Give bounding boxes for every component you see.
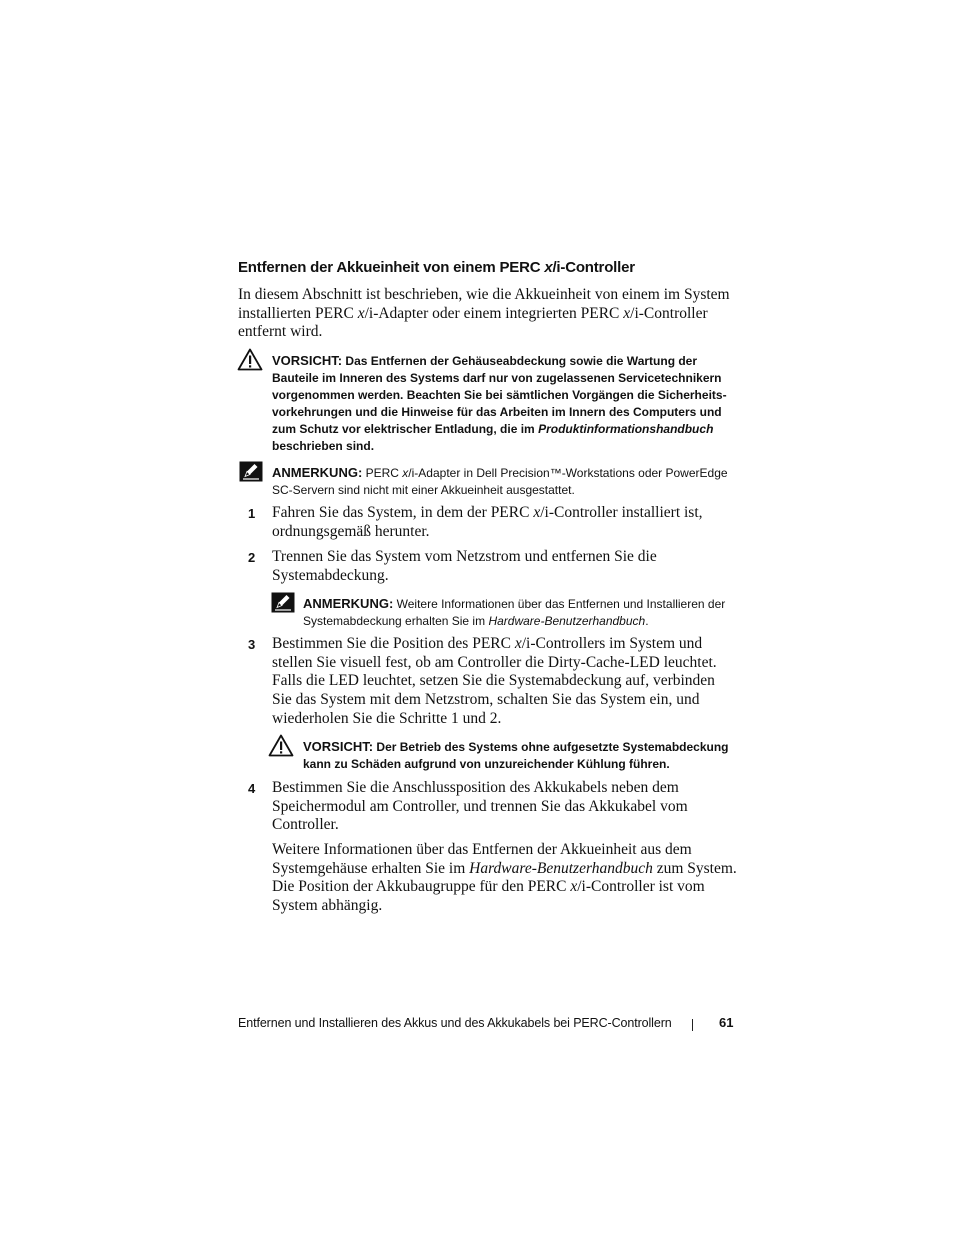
step-number-3: 3	[248, 637, 256, 652]
note-cover-manual: ANMERKUNG: Weitere Informationen über das Entfernen und Installieren der Systemabdeckung erhalten Sie im Hardware-Benutzerhandbuch.	[303, 596, 726, 628]
step-number-1: 1	[248, 506, 256, 521]
note-pencil-icon	[239, 461, 263, 482]
caution-note-cover-removal: VORSICHT: Das Entfernen der Gehäuseabdeckung sowie die Wartung der Bauteile im Inneren des Systems darf nur von zugelassenen Servicetechnikern vorgenommen werden. Beachten Sie bei sämtlichen Vorgängen die Sicherheits-vorkehrungen und die Hinweise für das Arbeiten im Innern des Computers und zum Schutz vor elektrischer Entladung, die im Produktinformationshandbuch beschrieben sind.	[272, 353, 727, 453]
step-number-4: 4	[248, 781, 256, 796]
note-pencil-icon	[271, 592, 295, 613]
page-number: 61	[719, 1015, 734, 1030]
caution-note-cooling: VORSICHT: Der Betrieb des Systems ohne aufgesetzte Systemabdeckung kann zu Schäden aufgrund von unzureichender Kühlung führen.	[303, 739, 729, 771]
intro-paragraph: In diesem Abschnitt ist beschrieben, wie die Akkueinheit von einem im System installierten PERC x/i-Adapter oder einem integrierten PERC x/i-Controller entfernt wird.	[238, 286, 730, 341]
step-2-text: Trennen Sie das System vom Netzstrom und entfernen Sie die Systemabdeckung.	[272, 548, 657, 584]
note-no-battery: ANMERKUNG: PERC x/i-Adapter in Dell Precision™-Workstations oder PowerEdge SC-Servern sind nicht mit einer Akkueinheit ausgestattet.	[272, 465, 728, 497]
caution-icon	[237, 348, 263, 371]
footer-chapter-title: Entfernen und Installieren des Akkus und des Akkukabels bei PERC-Controllern	[238, 1016, 672, 1030]
caution-icon	[268, 734, 294, 757]
step-4-text: Bestimmen Sie die Anschlussposition des Akkukabels neben dem Speichermodul am Controller, und trennen Sie das Akkukabel vom Controller.	[272, 779, 688, 834]
footer-separator	[692, 1019, 693, 1031]
step-3-text: Bestimmen Sie die Position des PERC x/i-Controllers im System und stellen Sie visuell fest, ob am Controller die Dirty-Cache-LED leuchtet. Falls die LED leuchtet, setzen Sie die Systemabdeckung auf, verbinden Sie das System mit dem Netzstrom, schalten Sie das System ein, und wiederholen Sie die Schritte 1 und 2.	[272, 635, 717, 727]
step-4-additional-info: Weitere Informationen über das Entfernen der Akkueinheit aus dem Systemgehäuse erhalten Sie im Hardware-Benutzerhandbuch zum System. Die Position der Akkubaugruppe für den PERC x/i-Controller ist vom System abhängig.	[272, 841, 737, 915]
step-number-2: 2	[248, 550, 256, 565]
step-1-text: Fahren Sie das System, in dem der PERC x/i-Controller installiert ist, ordnungsgemäß herunter.	[272, 504, 703, 540]
section-heading: Entfernen der Akkueinheit von einem PERC x/i-Controller	[238, 259, 635, 276]
